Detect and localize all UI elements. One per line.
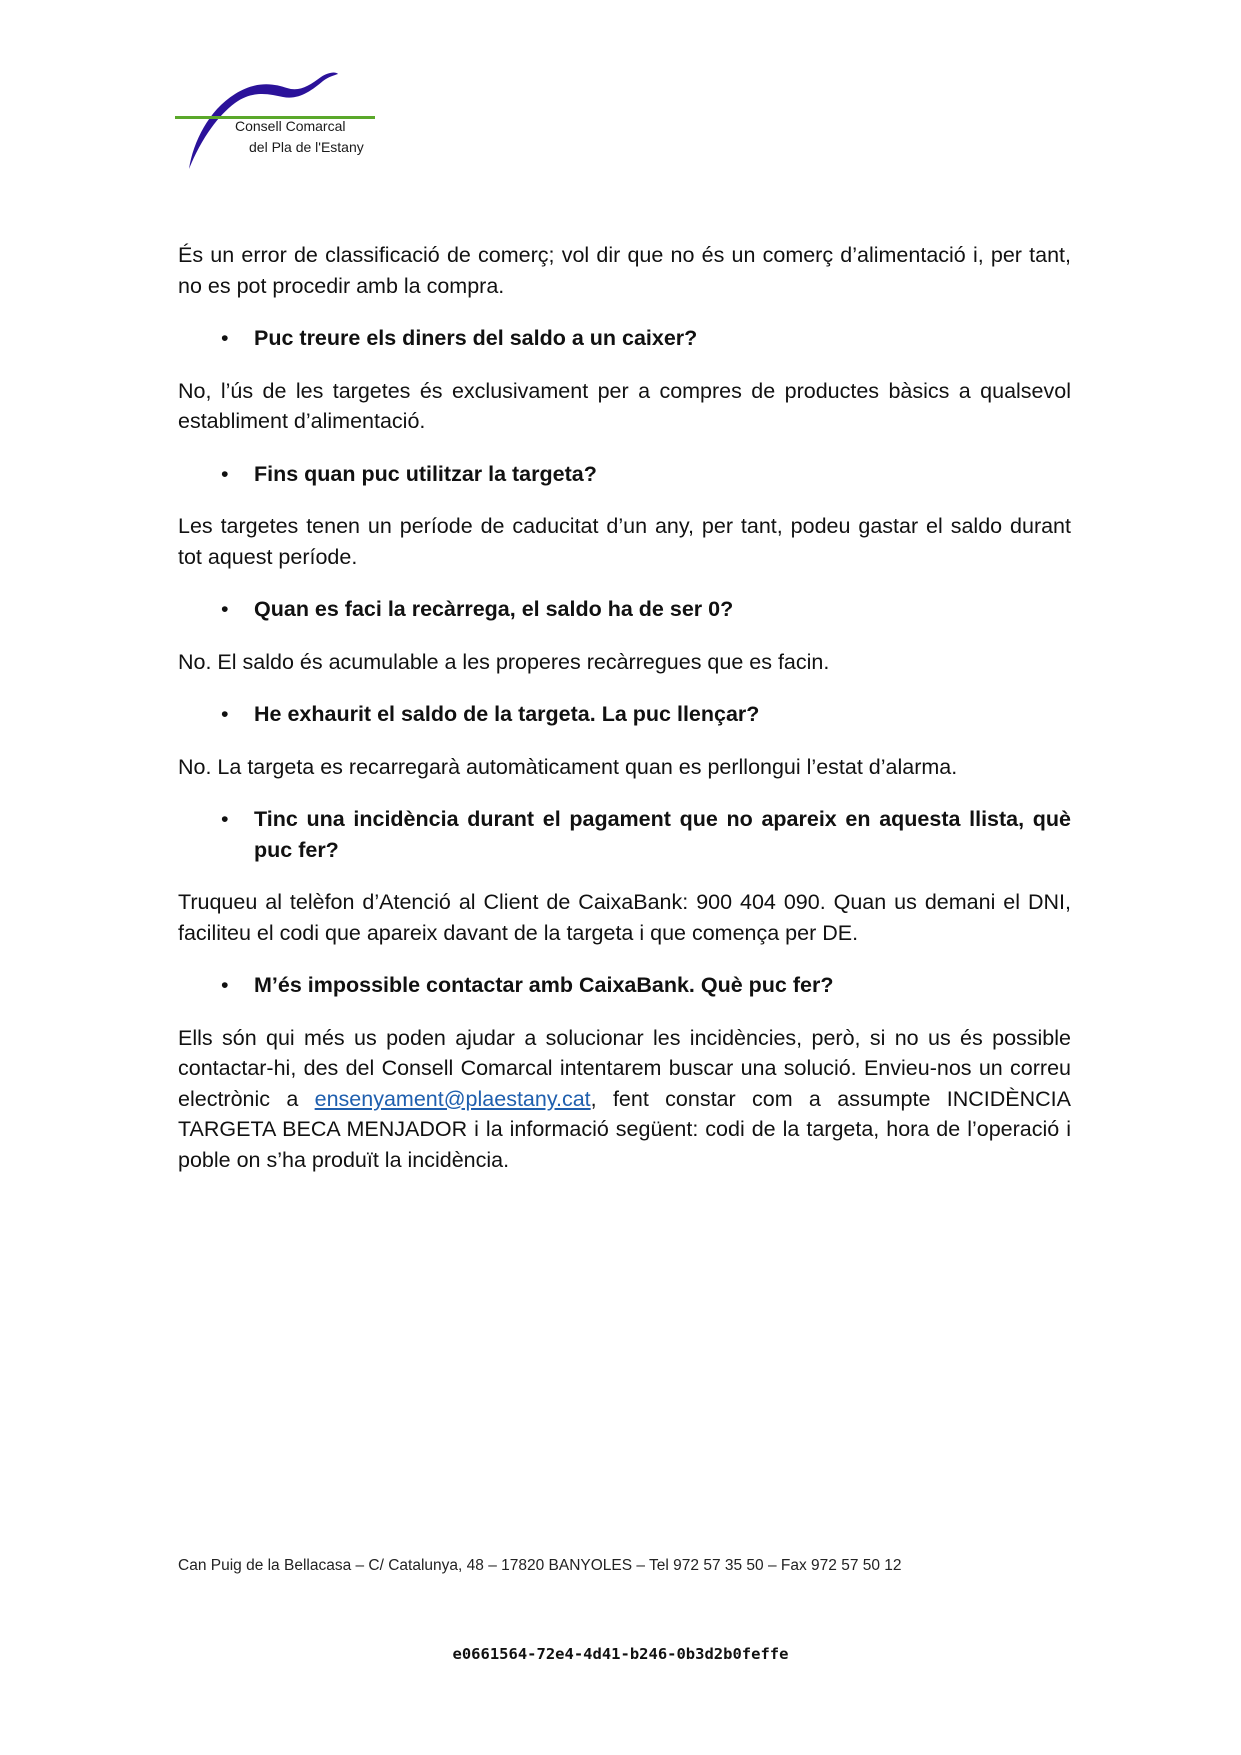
bullet-icon: • — [221, 807, 229, 831]
faq-answer-text: , fent constar com a assumpte INCIDÈNCIA TARGETA BECA MENJADOR i la informació següent: codi de la targeta, hora de l’operació i poble on s’ha produït la incidència. — [178, 1086, 1072, 1172]
faq-answer — [178, 1023, 1071, 1176]
faq-answer-text: Ells són qui més us poden ajudar a solucionar les incidències, però, si no us és possible contactar-hi, des del Consell Comarcal intentarem buscar una solució. Envieu-nos un correu electrònic a — [178, 1025, 1071, 1111]
faq-question — [178, 594, 1071, 625]
bullet-icon: • — [221, 597, 229, 621]
faq-question-text: Quan es faci la recàrrega, el saldo ha de ser 0? — [254, 597, 734, 621]
faq-question-text: He exhaurit el saldo de la targeta. La puc llençar? — [254, 702, 760, 726]
document-id: e0661564-72e4-4d41-b246-0b3d2b0feffe — [452, 1645, 789, 1663]
faq-question — [178, 804, 1071, 865]
bullet-icon: • — [221, 702, 229, 726]
faq-question — [178, 970, 1071, 1001]
email-link[interactable]: ensenyament@plaestany.cat — [314, 1086, 591, 1111]
faq-question-text: Fins quan puc utilitzar la targeta? — [254, 461, 597, 486]
faq-question-text: M’és impossible contactar amb CaixaBank. Què puc fer? — [254, 973, 834, 997]
faq-question — [178, 459, 1071, 490]
document-body — [178, 240, 1071, 1197]
intro-paragraph: És un error de classificació de comerç; vol dir que no és un comerç d’alimentació i, per tant, no es pot procedir amb la compra. — [178, 243, 1071, 298]
logo-text-line2: del Pla de l'Estany — [249, 139, 364, 155]
faq-question-text: Puc treure els diners del saldo a un caixer? — [254, 326, 698, 350]
footer-address: Can Puig de la Bellacasa – C/ Catalunya, 48 – 17820 BANYOLES – Tel 972 57 35 50 – Fax 972 57 50 12 — [178, 1557, 902, 1574]
faq-answer: No. La targeta es recarregarà automàticament quan es perllongui l’estat d’alarma. — [178, 754, 958, 779]
bullet-icon: • — [221, 973, 229, 997]
faq-answer: No. El saldo és acumulable a les properes recàrregues que es facin. — [178, 649, 830, 674]
logo — [175, 70, 375, 175]
faq-question — [178, 699, 1071, 730]
faq-answer: No, l’ús de les targetes és exclusivament per a compres de productes bàsics a qualsevol establiment d’alimentació. — [178, 378, 1071, 433]
bullet-icon: • — [221, 326, 229, 350]
faq-question-text: Tinc una incidència durant el pagament que no apareix en aquesta llista, què puc fer? — [254, 807, 1071, 862]
faq-answer: Truqueu al telèfon d’Atenció al Client de CaixaBank: 900 404 090. Quan us demani el DNI, faciliteu el codi que apareix davant de la targeta i que comença per DE. — [178, 890, 1071, 945]
faq-answer: Les targetes tenen un període de caducitat d’un any, per tant, podeu gastar el saldo durant tot aquest període. — [178, 514, 1071, 569]
bullet-icon: • — [221, 461, 229, 486]
logo-text-line1: Consell Comarcal — [235, 118, 346, 134]
faq-question — [178, 323, 1071, 354]
